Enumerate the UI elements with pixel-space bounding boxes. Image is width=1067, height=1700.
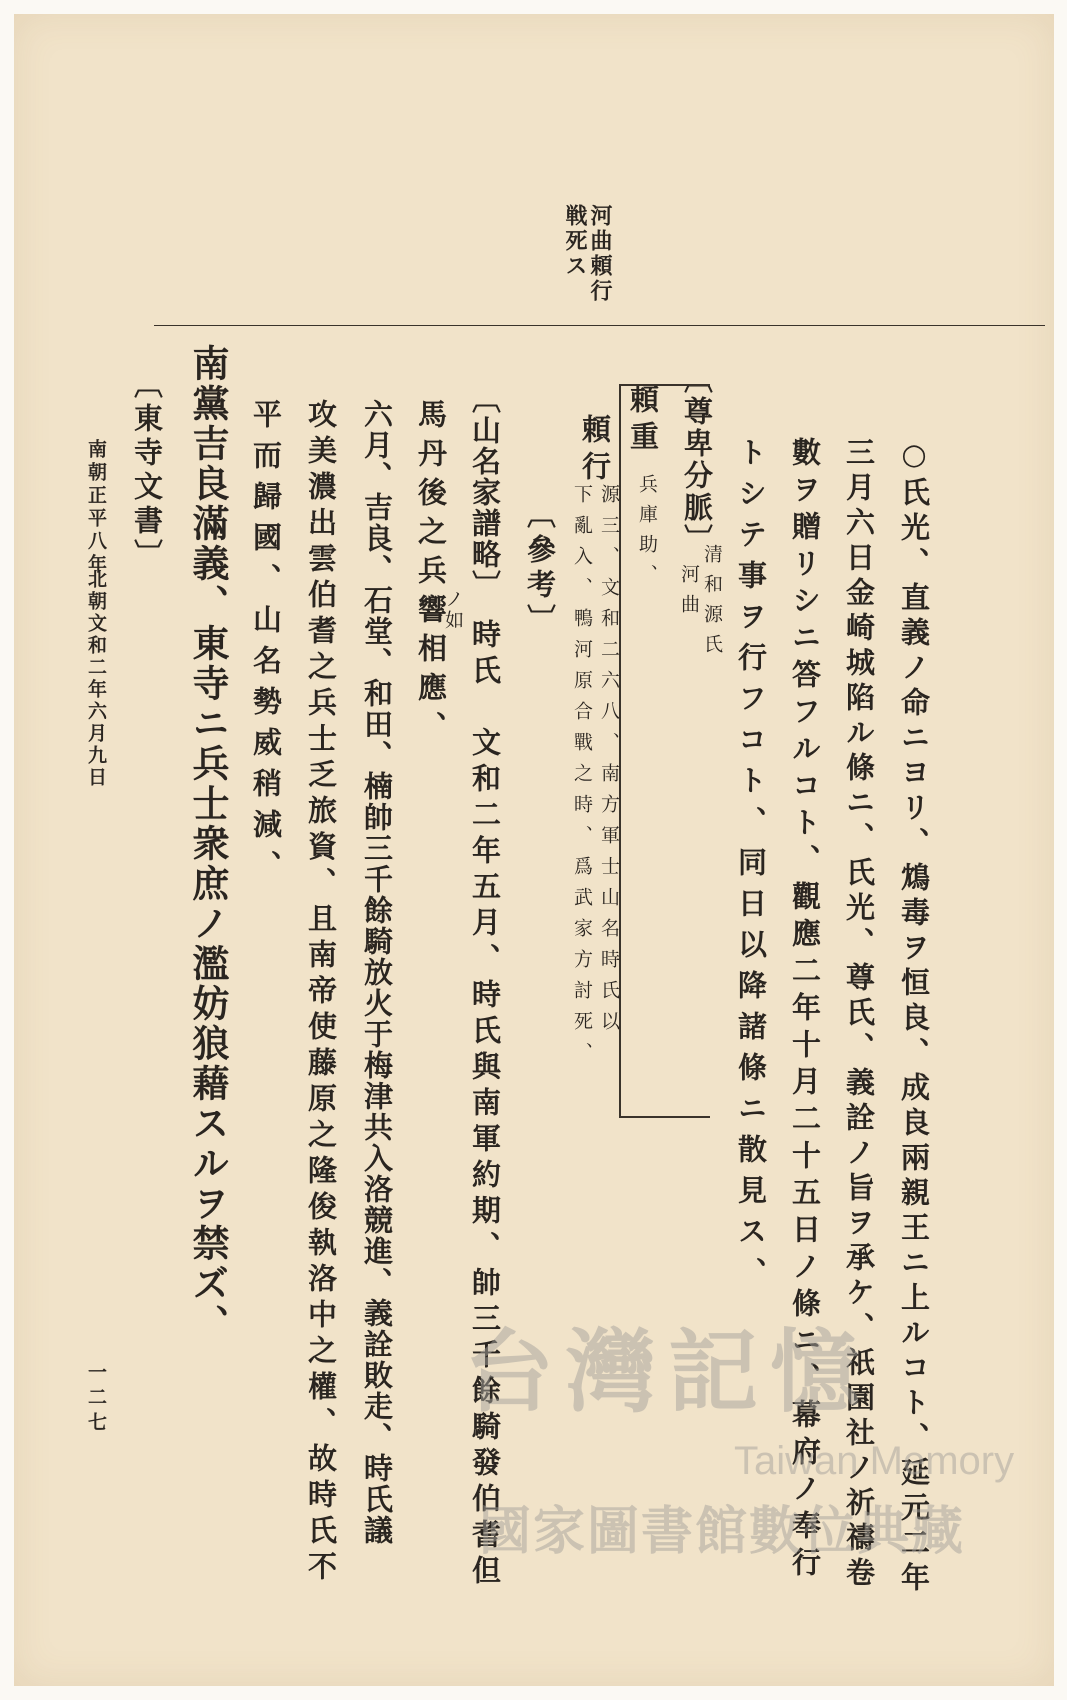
- text-column-10: 時氏 文和二年五月、時氏與南軍約期、帥三千餘騎發伯耆但: [468, 619, 502, 1591]
- watermark-logo: 台灣記憶: [464, 1319, 872, 1425]
- note-shimoranryu: 下亂入、鴨河原合戰之時、爲武家方討死、: [571, 484, 593, 1073]
- name-yoriyuki: 頼行: [578, 414, 612, 488]
- text-column-14: 平而歸國、山名勢威稍減、: [249, 399, 283, 891]
- citation-note-seiwa: 清和源氏: [701, 544, 723, 664]
- reference-heading: 〔參考〕: [523, 499, 557, 639]
- genealogy-bracket: [619, 384, 710, 1118]
- text-column-11: 馬丹後之兵響相應、: [414, 399, 448, 750]
- note-hyogo: 兵庫助、: [636, 474, 658, 594]
- citation-note-kawawa: 河曲: [678, 564, 700, 624]
- main-heading: 南黨吉良滿義、東寺ニ兵士衆庶ノ濫妨狼藉スルヲ禁ズ、: [186, 344, 230, 1344]
- citation-sonpi-bunmyaku: 〔尊卑分脈〕: [680, 364, 714, 556]
- margin-note-1: 河曲頼行: [587, 204, 613, 304]
- date-southern-court: 南朝正平八年: [85, 439, 107, 577]
- margin-note-2: 戦死ス: [562, 204, 588, 279]
- watermark-library: 國家圖書館數位典藏: [479, 1501, 966, 1562]
- citation-toji-monjo: 〔東寺文書〕: [130, 369, 164, 573]
- text-column-4: トシテ事ヲ行フコト、同日以降諸條ニ散見ス、: [734, 437, 768, 1298]
- text-column-12: 六月、吉良、石堂、和田、楠帥三千餘騎放火于梅津共入洛競進、義詮敗走、時氏議: [360, 399, 394, 1546]
- page: [14, 14, 1054, 1686]
- text-column-3: 數ヲ贈リシニ答フルコト、觀應二年十月二十五日ノ條ニ、幕府ノ奉行: [788, 437, 822, 1584]
- note-genzo: 源三、文和二六八、南方軍士山名時氏以: [598, 484, 620, 1042]
- watermark-english: Taiwan Memory: [734, 1439, 1015, 1483]
- text-column-2: 三月六日金崎城陷ル條ニ、氏光、尊氏、義詮ノ旨ヲ承ケ、祇園社ノ祈禱卷: [842, 437, 876, 1592]
- date-northern-court: 北朝文和二年六月九日: [85, 569, 107, 789]
- note-nogotoshi: ノ如: [442, 589, 464, 631]
- header-rule: [154, 325, 1045, 326]
- name-yorishige: 頼重: [626, 384, 660, 458]
- citation-yamana-kafuryaku: 〔山名家譜略〕: [468, 384, 502, 601]
- text-column-1: ○氏光、直義ノ命ニヨリ、鴆毒ヲ恒良、成良兩親王ニ上ルコト、延元二年: [897, 437, 931, 1597]
- text-column-13: 攻美濃出雲伯耆之兵士乏旅資、且南帝使藤原之隆俊執洛中之權、故時氏不: [304, 399, 338, 1587]
- page-number: 一二七: [85, 1362, 107, 1437]
